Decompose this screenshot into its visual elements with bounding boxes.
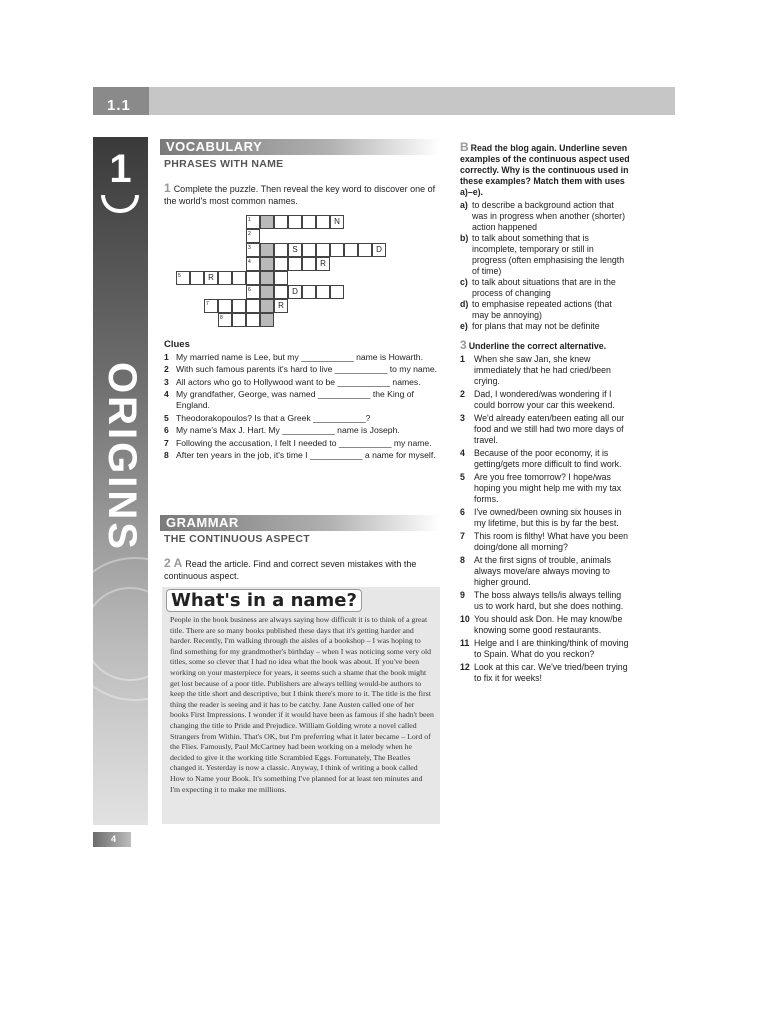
crossword-cell <box>316 243 330 257</box>
clue-text: All actors who go to Hollywood want to be ___________ names. <box>176 376 421 387</box>
crossword-cell <box>204 299 218 313</box>
crossword-cell <box>260 243 274 257</box>
clue-text: My married name is Lee, but my ___________ name is Howarth. <box>176 352 423 362</box>
crossword-clue-number: 4 <box>248 259 251 265</box>
clue-text: After ten years in the job, it's time I ___________ a name for myself. <box>176 449 436 460</box>
use-text: for plans that may not be definite <box>472 321 600 331</box>
crossword-cell <box>246 299 260 313</box>
crossword-letter: D <box>292 287 298 296</box>
use-letter: b) <box>460 233 469 243</box>
clue-number: 4 <box>164 389 169 400</box>
exercise-item <box>460 638 630 660</box>
crossword-cell <box>274 243 288 257</box>
clue-text: My grandfather, George, was named ___________ the King of England. <box>176 389 414 411</box>
crossword-cell <box>246 257 260 271</box>
item-text: The boss always tells/is always telling us to work hard, but she does nothing. <box>474 590 624 611</box>
clue-item <box>164 450 440 461</box>
crossword-letter: R <box>208 273 214 282</box>
exercise-item <box>460 448 630 470</box>
crossword-cell <box>274 257 288 271</box>
crossword-letter: D <box>376 245 382 254</box>
clues-list <box>164 352 440 462</box>
exercise-item <box>460 354 630 387</box>
crossword-clue-number: 2 <box>248 231 251 237</box>
exercise-number: 1 <box>164 181 171 195</box>
exercise-item <box>460 614 630 636</box>
item-number: 2 <box>460 389 465 399</box>
crossword-cell <box>302 257 316 271</box>
crossword-cell <box>288 243 302 257</box>
crossword-cell <box>246 271 260 285</box>
crossword-cell <box>246 215 260 229</box>
clues-title: Clues <box>164 339 190 350</box>
crossword-cell <box>372 243 386 257</box>
item-text: I've owned/been owning six houses in my lifetime, but this is by far the best. <box>474 507 622 528</box>
item-number: 7 <box>460 531 465 541</box>
item-text: Because of the poor economy, it is getting/gets more difficult to find work. <box>474 448 622 469</box>
exercise-item <box>460 472 630 505</box>
crossword-cell <box>260 215 274 229</box>
item-text: At the first signs of trouble, animals always move/are always moving to higher ground. <box>474 555 611 587</box>
crossword-cell <box>260 285 274 299</box>
clue-number: 7 <box>164 437 169 448</box>
use-letter: e) <box>460 321 468 331</box>
use-option <box>460 321 630 332</box>
crossword-cell <box>218 313 232 327</box>
use-option <box>460 299 630 321</box>
crossword-cell <box>232 299 246 313</box>
crossword-cell <box>176 271 190 285</box>
crossword-cell <box>288 215 302 229</box>
exercise-item <box>460 507 630 529</box>
clue-text: Theodorakopoulos? Is that a Greek ___________? <box>176 412 371 423</box>
clue-number: 3 <box>164 376 169 387</box>
uses-list <box>460 200 630 332</box>
crossword-cell <box>246 313 260 327</box>
crossword-cell <box>316 215 330 229</box>
crossword-cell <box>302 215 316 229</box>
crossword-cell <box>232 313 246 327</box>
crossword-clue-number: 1 <box>248 217 251 223</box>
item-number: 8 <box>460 555 465 565</box>
crossword-cell <box>218 299 232 313</box>
instruction-text: Complete the puzzle. Then reveal the key word to discover one of the world's most common names. <box>164 184 436 206</box>
crossword-clue-number: 7 <box>206 301 209 307</box>
crossword-cell <box>190 271 204 285</box>
crossword-cell <box>330 243 344 257</box>
item-number: 12 <box>460 662 470 672</box>
item-text: Look at this car. We've tried/been trying to fix it for weeks! <box>474 662 628 683</box>
use-text: to talk about something that is incomplete, temporary or still in progress (often emphasising the length of time) <box>472 233 625 276</box>
crossword-letter: R <box>320 259 326 268</box>
use-text: to describe a background action that was in progress when another (shorter) action happened <box>472 200 626 232</box>
item-number: 3 <box>460 413 465 423</box>
item-text: Dad, I wondered/was wondering if I could borrow your car this weekend. <box>474 389 615 410</box>
article-body: People in the book business are always saying how difficult it is to think of a great title. There are so many books published these days that it's getting harder and harder. Recently, I'm walking through the aisles of a bookshop – I was hoping to find something for my grandmother's birthday – when I was noticing some very old titles, some so clever that I had no idea what the book was about. If you've been working on your masterpiece for years, it seems such a shame that the book might get lost because of a poor title. Publishers are always telling would-be authors to keep the title short and descriptive, but I think there's more to it. The title is the first thing the reader is seeing and it has to be catchy. Jane Austen called one of her books First Impressions. I wonder if it would have been as famous if she hadn't been changing the title to Pride and Prejudice. William Golding wrote a novel called Strangers from Within. That's OK, but I'm preferring what it later became – Lord of the Flies. Famously, Paul McCartney had been working on a melody when he decided to give it the working title Scrambled Eggs. Fortunately, The Beatles changed it. Yesterday is now a classic. Anyway, I think of writing a book called How to Name your Book. It's something I've planned for at least ten minutes and I'm expecting it to make me millions. <box>170 615 434 794</box>
unit-sidebar <box>93 137 148 825</box>
exercise-1-instruction <box>164 182 440 207</box>
crossword-cell <box>344 243 358 257</box>
item-text: We'd already eaten/been eating all our food and we still had two more days of travel. <box>474 413 625 445</box>
page-number: 4 <box>93 832 131 847</box>
use-letter: a) <box>460 200 468 210</box>
crossword-cell <box>358 243 372 257</box>
clue-number: 8 <box>164 449 169 460</box>
crossword-cell <box>218 271 232 285</box>
crossword-cell <box>232 271 246 285</box>
crossword-cell <box>246 243 260 257</box>
unit-label: 1.1 <box>93 87 149 115</box>
crossword-cell <box>260 257 274 271</box>
exercise-b-instruction <box>460 142 630 198</box>
exercise-item <box>460 413 630 446</box>
crossword-cell <box>302 243 316 257</box>
clue-text: Following the accusation, I felt I needed to ___________ my name. <box>176 437 432 448</box>
instruction-text: Underline the correct alternative. <box>468 341 607 351</box>
exercise-item <box>460 389 630 411</box>
clue-item <box>164 352 440 363</box>
crossword-cell <box>274 285 288 299</box>
items-list <box>460 354 630 684</box>
crossword-cell <box>204 271 218 285</box>
crossword-puzzle <box>176 215 416 325</box>
exercise-number: B <box>460 140 469 154</box>
crossword-clue-number: 8 <box>220 315 223 321</box>
item-number: 9 <box>460 590 465 600</box>
clue-text: My name's Max J. Hart. My ___________ name is Joseph. <box>176 425 400 436</box>
clue-item <box>164 364 440 375</box>
clue-number: 2 <box>164 364 169 375</box>
vocabulary-subheader: PHRASES WITH NAME <box>164 158 284 170</box>
unit-number: 1 <box>109 147 132 191</box>
crossword-cell <box>316 257 330 271</box>
smile-icon <box>101 195 139 213</box>
item-number: 11 <box>460 638 470 648</box>
exercise-number: 3 <box>460 338 467 352</box>
crossword-cell <box>302 285 316 299</box>
crossword-letter: N <box>334 217 340 226</box>
use-option <box>460 200 630 233</box>
exercise-item <box>460 555 630 588</box>
crossword-cell <box>246 285 260 299</box>
use-letter: d) <box>460 299 469 309</box>
item-number: 10 <box>460 614 470 624</box>
crossword-cell <box>316 285 330 299</box>
unit-header-bar <box>93 87 675 115</box>
use-option <box>460 233 630 277</box>
crossword-cell <box>260 299 274 313</box>
crossword-clue-number: 6 <box>248 287 251 293</box>
crossword-cell <box>274 271 288 285</box>
item-text: When she saw Jan, she knew immediately that he had cried/been crying. <box>474 354 611 386</box>
use-letter: c) <box>460 277 468 287</box>
item-number: 6 <box>460 507 465 517</box>
item-number: 4 <box>460 448 465 458</box>
clue-item <box>164 438 440 449</box>
item-number: 5 <box>460 472 465 482</box>
crossword-clue-number: 3 <box>248 245 251 251</box>
crossword-cell <box>274 299 288 313</box>
unit-title: ORIGINS <box>100 362 144 552</box>
exercise-2a-instruction <box>164 557 440 582</box>
use-option <box>460 277 630 299</box>
clue-number: 1 <box>164 352 169 362</box>
use-text: to emphasise repeated actions (that may be annoying) <box>472 299 612 320</box>
clue-item <box>164 425 440 436</box>
exercise-number: 2 A <box>164 556 183 570</box>
exercise-item <box>460 590 630 612</box>
clue-item <box>164 377 440 388</box>
decorative-circle <box>93 587 148 681</box>
crossword-cell <box>246 229 260 243</box>
instruction-text: Read the blog again. Underline seven examples of the continuous aspect used correctly. Why is the continuous used in these examples? Match them with uses a)–e). <box>460 143 630 197</box>
crossword-cell <box>260 313 274 327</box>
item-number: 1 <box>460 354 465 364</box>
crossword-cell <box>330 285 344 299</box>
right-column <box>460 142 630 684</box>
clue-text: With such famous parents it's hard to live ___________ to my name. <box>176 364 438 375</box>
clue-number: 5 <box>164 412 169 423</box>
use-text: to talk about situations that are in the process of changing <box>472 277 616 298</box>
exercise-3-instruction <box>460 340 630 352</box>
item-text: Are you free tomorrow? I hope/was hoping you might help me with my tax forms. <box>474 472 622 504</box>
exercise-item <box>460 531 630 553</box>
exercise-item <box>460 662 630 684</box>
item-text: Helge and I are thinking/think of moving to Spain. What do you reckon? <box>474 638 629 659</box>
clue-number: 6 <box>164 425 169 436</box>
crossword-letter: R <box>278 301 284 310</box>
article-title: What's in a name? <box>166 589 362 612</box>
crossword-cell <box>288 285 302 299</box>
crossword-cell <box>260 271 274 285</box>
article-box <box>162 587 440 824</box>
crossword-cell <box>288 257 302 271</box>
instruction-text: Read the article. Find and correct seven mistakes with the continuous aspect. <box>164 559 417 581</box>
item-text: You should ask Don. He may know/be knowing some good restaurants. <box>474 614 623 635</box>
crossword-letter: S <box>292 245 298 254</box>
grammar-subheader: THE CONTINUOUS ASPECT <box>164 533 310 545</box>
grammar-header: GRAMMAR <box>160 515 440 531</box>
crossword-clue-number: 5 <box>178 273 181 279</box>
clue-item <box>164 389 440 411</box>
crossword-cell <box>330 215 344 229</box>
clue-item <box>164 413 440 424</box>
item-text: This room is filthy! What have you been doing/done all morning? <box>474 531 629 552</box>
crossword-cell <box>274 215 288 229</box>
vocabulary-header: VOCABULARY <box>160 139 440 155</box>
